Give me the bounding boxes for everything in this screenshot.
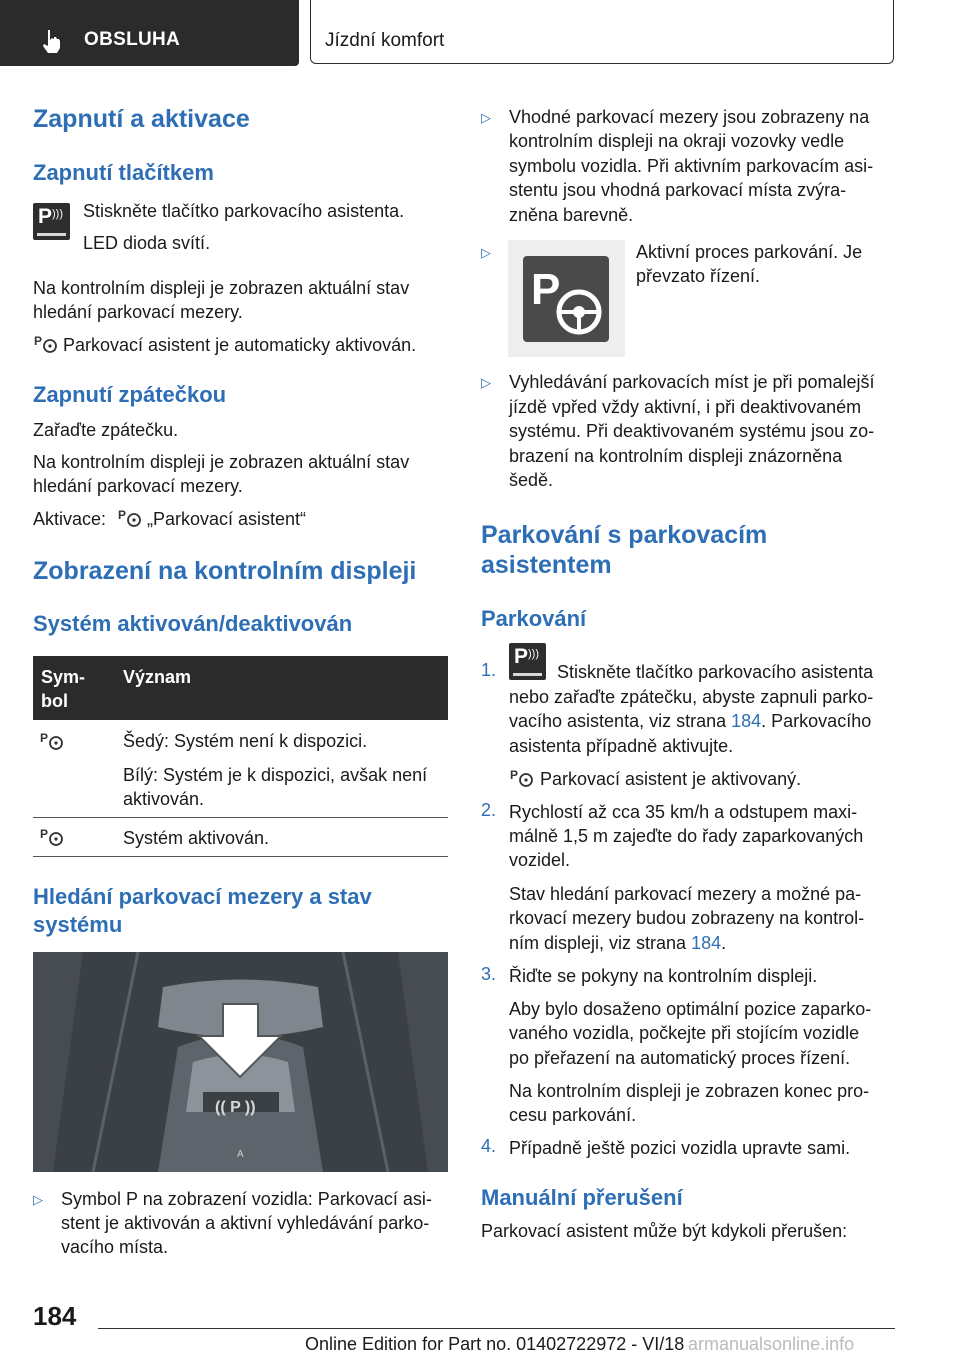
- s1-l2: nebo zařaďte zpátečku, abyste zapnuli parko-: [509, 687, 874, 707]
- watermark: armanualsonline.info: [688, 1334, 855, 1354]
- parking-steering-wheel-icon: [33, 333, 59, 355]
- svg-text:P: P: [40, 731, 49, 745]
- fig-caption-3: vacího místa.: [61, 1237, 169, 1257]
- heading-activation: Zapnutí a aktivace: [33, 105, 250, 133]
- svg-text:P: P: [40, 827, 49, 841]
- text-press-button: Stiskněte tlačítko parkovacího asistenta.: [83, 201, 405, 221]
- s1-l5: Parkovací asistent je aktivovaný.: [540, 769, 802, 789]
- s3-l4: po přeřazení na automatický proces řízení.: [509, 1048, 851, 1068]
- triangle-bullet-icon: ▷: [481, 245, 491, 260]
- svg-text:P: P: [34, 334, 43, 348]
- hand-pointer-icon: [40, 28, 64, 54]
- chapter-title: Jízdní komfort: [325, 30, 445, 51]
- parking-steering-wheel-icon: [509, 767, 535, 789]
- b3-l1: Vyhledávání parkovacích míst je při pomalejší: [509, 372, 875, 392]
- b1-l2: kontrolním displeji na okraji vozovky vedle: [509, 131, 845, 151]
- heading-reverse: Zapnutí zpátečkou: [33, 382, 227, 407]
- heading-display: Zobrazení na kontrolním displeji: [33, 557, 417, 585]
- s1-l4: asistenta případně aktivujte.: [509, 736, 734, 756]
- heading-parking-sub: Parkování: [481, 606, 587, 631]
- text-display-1: Na kontrolním displeji je zobrazen aktuální stav: [33, 278, 410, 298]
- b1-l1: Vhodné parkovací mezery jsou zobrazeny na: [509, 107, 870, 127]
- table-col-symbol: Sym-bol: [41, 667, 86, 711]
- svg-text:P: P: [510, 768, 519, 782]
- text-display-2: hledání parkovací mezery.: [33, 302, 243, 322]
- heading-search-1: Hledání parkovací mezery a stav: [33, 884, 372, 909]
- s4-l1: Případně ještě pozici vozidla upravte sami.: [509, 1138, 851, 1158]
- text-reverse: Zařaďte zpátečku.: [33, 420, 179, 440]
- s2-l4: Stav hledání parkovací mezery a možné pa-: [509, 884, 862, 904]
- parking-steering-wheel-icon: [39, 730, 65, 752]
- s3-l5: Na kontrolním displeji je zobrazen konec pro-: [509, 1081, 870, 1101]
- svg-text:(( P )): (( P )): [215, 1099, 256, 1116]
- page-header: [0, 0, 960, 66]
- step-number: 4.: [481, 1136, 497, 1156]
- heading-button: Zapnutí tlačítkem: [33, 160, 214, 185]
- table-row1-white-2: aktivován.: [123, 789, 205, 809]
- b3-l4: brazení na kontrolním displeji znázorněna: [509, 446, 843, 466]
- manual-text: Parkovací asistent může být kdykoli přerušen:: [481, 1221, 848, 1241]
- section-tab: [0, 0, 299, 66]
- page-link[interactable]: 184: [731, 711, 762, 731]
- b1-l3: symbolu vozidla. Při aktivním parkovacím asi-: [509, 156, 874, 176]
- parking-display-figure: [33, 952, 448, 1172]
- b3-l5: šedě.: [509, 470, 554, 490]
- step-number: 3.: [481, 964, 497, 984]
- svg-text:A: A: [237, 1149, 244, 1160]
- triangle-bullet-icon: ▷: [33, 1192, 43, 1207]
- fig-caption-1: Symbol P na zobrazení vozidla: Parkovací asi-: [61, 1189, 432, 1209]
- section-label: OBSLUHA: [84, 29, 181, 50]
- b2-l1: Aktivní proces parkování. Je: [636, 242, 863, 262]
- triangle-bullet-icon: ▷: [481, 110, 491, 125]
- triangle-bullet-icon: ▷: [481, 375, 491, 390]
- page-link[interactable]: 184: [691, 933, 722, 953]
- parking-assistant-button-icon: P ))): [509, 643, 546, 680]
- s3-l6: cesu parkování.: [509, 1105, 637, 1125]
- heading-parking-2: asistentem: [481, 551, 612, 579]
- table-header: [33, 656, 448, 720]
- svg-text:P: P: [531, 265, 561, 314]
- s3-l2: Aby bylo dosaženo optimální pozice zaparko-: [509, 999, 872, 1019]
- s2-l5: rkovací mezery budou zobrazeny na kontrol-: [509, 908, 865, 928]
- chapter-tab: [310, 0, 894, 64]
- fig-caption-2: stent je aktivován a aktivní vyhledávání parko-: [61, 1213, 430, 1233]
- text-auto-activated: Parkovací asistent je automaticky aktivován.: [63, 335, 417, 355]
- edition-text: Online Edition for Part no. 01402722972 - VI/18: [305, 1334, 685, 1354]
- page-number: 184: [33, 1301, 77, 1331]
- text-display2-2: hledání parkovací mezery.: [33, 476, 243, 496]
- table-col-meaning: Význam: [123, 667, 192, 687]
- parking-assistant-button-icon: P ))): [33, 203, 70, 240]
- table-divider: [33, 856, 448, 857]
- text-display2-1: Na kontrolním displeji je zobrazen aktuální stav: [33, 452, 410, 472]
- b2-l2: převzato řízení.: [636, 266, 761, 286]
- heading-search-2: systému: [33, 912, 123, 937]
- parking-steering-wheel-icon: [39, 826, 65, 848]
- text-activation-value: „Parkovací asistent“: [147, 509, 307, 529]
- heading-parking-1: Parkování s parkovacím: [481, 521, 768, 549]
- text-led-on: LED dioda svítí.: [83, 233, 211, 253]
- table-row1-gray: Šedý: Systém není k dispozici.: [123, 731, 368, 751]
- footer-divider: [98, 1328, 895, 1329]
- parking-steering-wheel-icon: [117, 507, 143, 529]
- s3-l1: Řiďte se pokyny na kontrolním displeji.: [509, 966, 818, 986]
- heading-system: Systém aktivován/deaktivován: [33, 611, 353, 636]
- text-activation-label: Aktivace:: [33, 509, 107, 529]
- s1-l1: Stiskněte tlačítko parkovacího asistenta: [557, 662, 874, 682]
- svg-text:P: P: [118, 508, 127, 522]
- b1-l5: zněna barevně.: [509, 205, 634, 225]
- s1-l3: vacího asistenta, viz strana 184. Parkovacího: [509, 711, 872, 731]
- s2-l1: Rychlostí až cca 35 km/h a odstupem maxi-: [509, 802, 858, 822]
- parking-steering-wheel-icon: [508, 240, 625, 357]
- s3-l3: vaného vozidla, počkejte při stojícím vozidle: [509, 1023, 860, 1043]
- table-row2: Systém aktivován.: [123, 828, 270, 848]
- b3-l3: systému. Při deaktivovaném systému jsou zo-: [509, 421, 875, 441]
- step-number: 1.: [481, 660, 497, 680]
- s2-l6: ním displeji, viz strana 184.: [509, 933, 727, 953]
- s2-l3: vozidel.: [509, 850, 571, 870]
- b3-l2: jízdě vpřed vždy aktivní, i při deaktivovaném: [509, 397, 862, 417]
- b1-l4: stentu jsou vhodná parkovací místa zvýra-: [509, 180, 847, 200]
- table-row1-white-1: Bílý: Systém je k dispozici, avšak není: [123, 765, 428, 785]
- heading-manual: Manuální přerušení: [481, 1185, 683, 1210]
- s2-l2: málně 1,5 m zajeďte do řady zaparkovaných: [509, 826, 864, 846]
- table-divider: [33, 817, 448, 818]
- step-number: 2.: [481, 800, 497, 820]
